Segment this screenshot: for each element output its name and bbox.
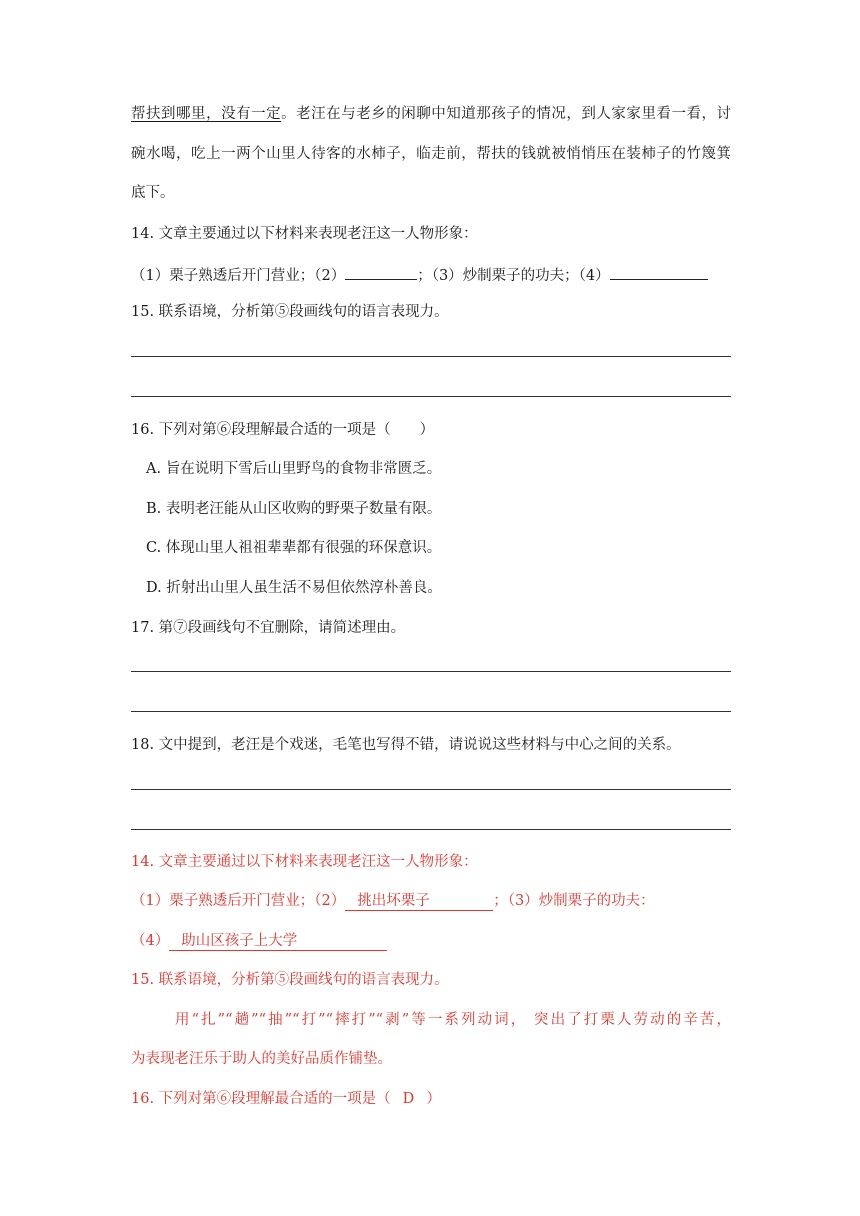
option-a: A. 旨在说明下雪后山里野鸟的食物非常匮乏。 (146, 461, 442, 477)
answer-line[interactable] (131, 671, 731, 672)
passage-line-3: 底下。 (131, 185, 175, 201)
answer-14-item3: ；（3）炒制栗子的功夫： (493, 893, 655, 909)
answer-line[interactable] (131, 711, 731, 712)
answer-blank-4[interactable] (610, 263, 708, 280)
answer-16-choice: D (402, 1091, 415, 1107)
option-d: D. 折射出山里人虽生活不易但依然淳朴善良。 (146, 580, 442, 596)
answer-line[interactable] (131, 829, 731, 830)
answer-14-label4: （4） (131, 933, 170, 949)
passage-line-1 (131, 104, 731, 124)
question-15-title: 15. 联系语境，分析第⑤段画线句的语言表现力。 (131, 304, 449, 320)
question-14-item1: （1）栗子熟透后开门营业；（2） (131, 268, 346, 284)
answer-line[interactable] (131, 396, 731, 397)
passage-line-2: 碗水喝，吃上一两个山里人待客的水柿子，临走前，帮扶的钱就被悄悄压在装柿子的竹篾箕 (131, 146, 731, 162)
underlined-phrase: 帮扶到哪里，没有一定 (131, 106, 282, 122)
answer-line[interactable] (131, 356, 731, 357)
answer-14-line2 (131, 931, 731, 951)
answer-15-line2: 为表现老汪乐于助人的美好品质作铺垫。 (131, 1051, 392, 1067)
option-b: B. 表明老汪能从山区收购的野栗子数量有限。 (146, 501, 442, 517)
question-18-title: 18. 文中提到，老汪是个戏迷，毛笔也写得不错，请说说这些材料与中心之间的关系。 (131, 737, 681, 753)
answer-14-title: 14. 文章主要通过以下材料来表现老汪这一人物形象： (131, 854, 478, 870)
passage-line-1-rest: 。老汪在与老乡的闲聊中知道那孩子的情况，到人家家里看一看，讨 (281, 106, 732, 122)
answer-16 (131, 1089, 731, 1109)
answer-14-blank4: 助山区孩子上大学 (169, 932, 387, 951)
answer-14-blank2: 挑出坏栗子 (345, 892, 493, 911)
option-c: C. 体现山里人祖祖辈辈都有很强的环保意识。 (146, 540, 442, 556)
answer-16-close: ） (426, 1091, 441, 1107)
question-14-item3: ；（3）炒制栗子的功夫；（4） (417, 268, 610, 284)
answer-16-title: 16. 下列对第⑥段理解最合适的一项是（ (131, 1091, 391, 1107)
question-17-title: 17. 第⑦段画线句不宜删除，请简述理由。 (131, 620, 406, 636)
answer-15-title: 15. 联系语境，分析第⑤段画线句的语言表现力。 (131, 972, 449, 988)
answer-14-line1 (131, 891, 731, 911)
answer-line[interactable] (131, 789, 731, 790)
question-14-items (131, 263, 731, 286)
answer-15-line1: 用“扎”“趟”“抽”“打”“摔打”“剥”等一系列动词， 突出了打栗人劳动的辛苦， (175, 1012, 731, 1028)
question-14-title: 14. 文章主要通过以下材料来表现老汪这一人物形象： (131, 226, 478, 242)
answer-blank-2[interactable] (345, 263, 417, 280)
answer-14-item1: （1）栗子熟透后开门营业；（2） (131, 893, 346, 909)
question-16-title: 16. 下列对第⑥段理解最合适的一项是（ ） (131, 422, 435, 438)
